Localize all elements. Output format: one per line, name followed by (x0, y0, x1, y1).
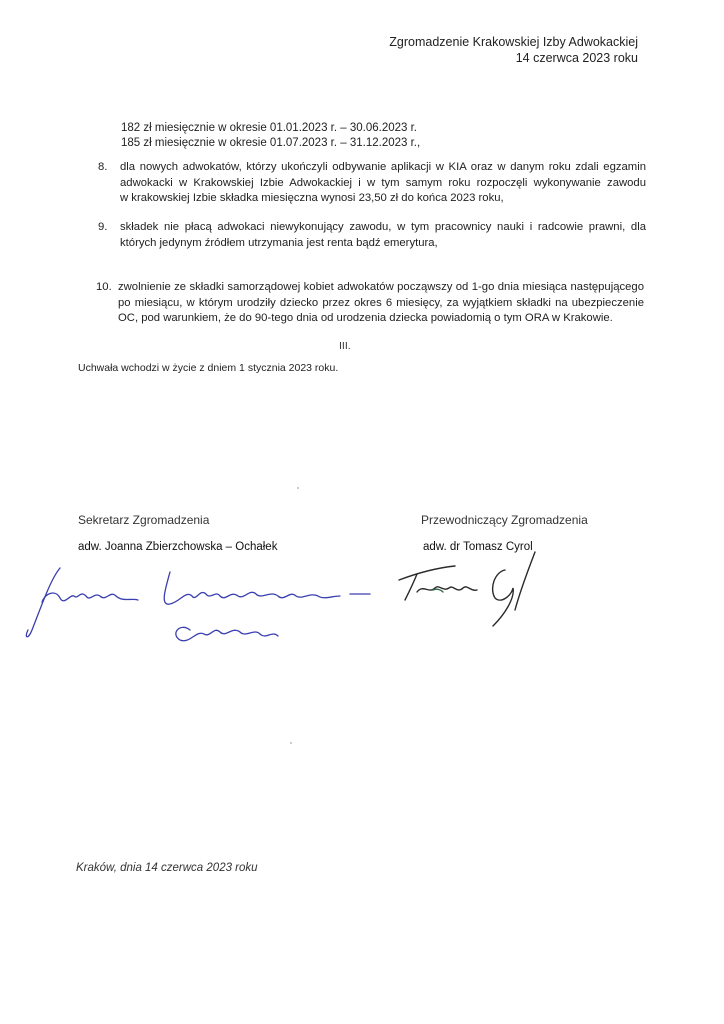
secretary-signature (20, 560, 380, 660)
secretary-name: adw. Joanna Zbierzchowska – Ochałek (78, 541, 278, 553)
item-text-line: których jedynym źródłem utrzymania jest renta bądź emerytura, (120, 236, 438, 249)
item-text-line: adwokacki w Krakowskiej Izbie Adwokackiej i w tym samym roku rozpoczęli wykonywanie zawodu (120, 176, 646, 189)
chair-signature (395, 548, 545, 633)
scan-speck (290, 742, 292, 744)
secretary-title: Sekretarz Zgromadzenia (78, 513, 210, 527)
item-text-line: zwolnienie ze składki samorządowej kobiet adwokatów począwszy od 1-go dnia miesiąca następującego (118, 281, 644, 293)
signature-stroke (433, 589, 443, 592)
fee-line: 185 zł miesięcznie w okresie 01.07.2023 r. – 31.12.2023 r., (121, 137, 421, 149)
item-text-line: OC, pod warunkiem, że do 90-tego dnia od urodzenia dziecka powiadomią o tym ORA w Krakowie. (118, 312, 613, 324)
chair-name: adw. dr Tomasz Cyrol (423, 541, 533, 553)
item-number: 9. (98, 221, 108, 233)
signature-stroke (26, 568, 60, 637)
scan-speck (297, 487, 299, 489)
header-date: 14 czerwca 2023 roku (515, 51, 638, 65)
list-item-10 (96, 280, 644, 327)
signature-stroke (164, 572, 340, 604)
item-number: 8. (98, 161, 108, 173)
signature-stroke (515, 552, 535, 610)
signature-stroke (176, 627, 278, 640)
chair-title: Przewodniczący Zgromadzenia (421, 513, 588, 527)
item-number: 10. (96, 281, 112, 293)
item-text-line: składek nie płacą adwokaci niewykonujący zawodu, w tym pracownicy nauki i radcowie prawni, dla (120, 221, 646, 233)
closing-statement: Uchwała wchodzi w życie z dniem 1 stycznia 2023 roku. (78, 362, 339, 374)
section-marker: III. (339, 340, 351, 352)
fee-line: 182 zł miesięcznie w okresie 01.01.2023 r. – 30.06.2023 r. (121, 122, 417, 134)
signature-stroke (417, 587, 477, 592)
item-text-line: po miesiącu, w którym urodziły dziecko przez okres 6 miesięcy, za wyjątkiem składki na ubezpieczenie (118, 296, 644, 309)
signature-stroke (493, 570, 514, 626)
list-item-9 (98, 220, 646, 251)
item-text-line: dla nowych adwokatów, którzy ukończyli odbywanie aplikacji w KIA oraz w danym roku zdali egzamin (120, 161, 646, 173)
signature-stroke (42, 593, 138, 602)
list-item-8 (98, 160, 646, 207)
document-header (389, 34, 638, 66)
header-organization: Zgromadzenie Krakowskiej Izby Adwokackiej (389, 35, 638, 49)
place-and-date: Kraków, dnia 14 czerwca 2023 roku (76, 862, 258, 874)
signature-stroke (399, 566, 455, 580)
item-text-line: w krakowskiej Izbie składka miesięczna wynosi 23,50 zł do końca 2023 roku, (120, 192, 504, 204)
